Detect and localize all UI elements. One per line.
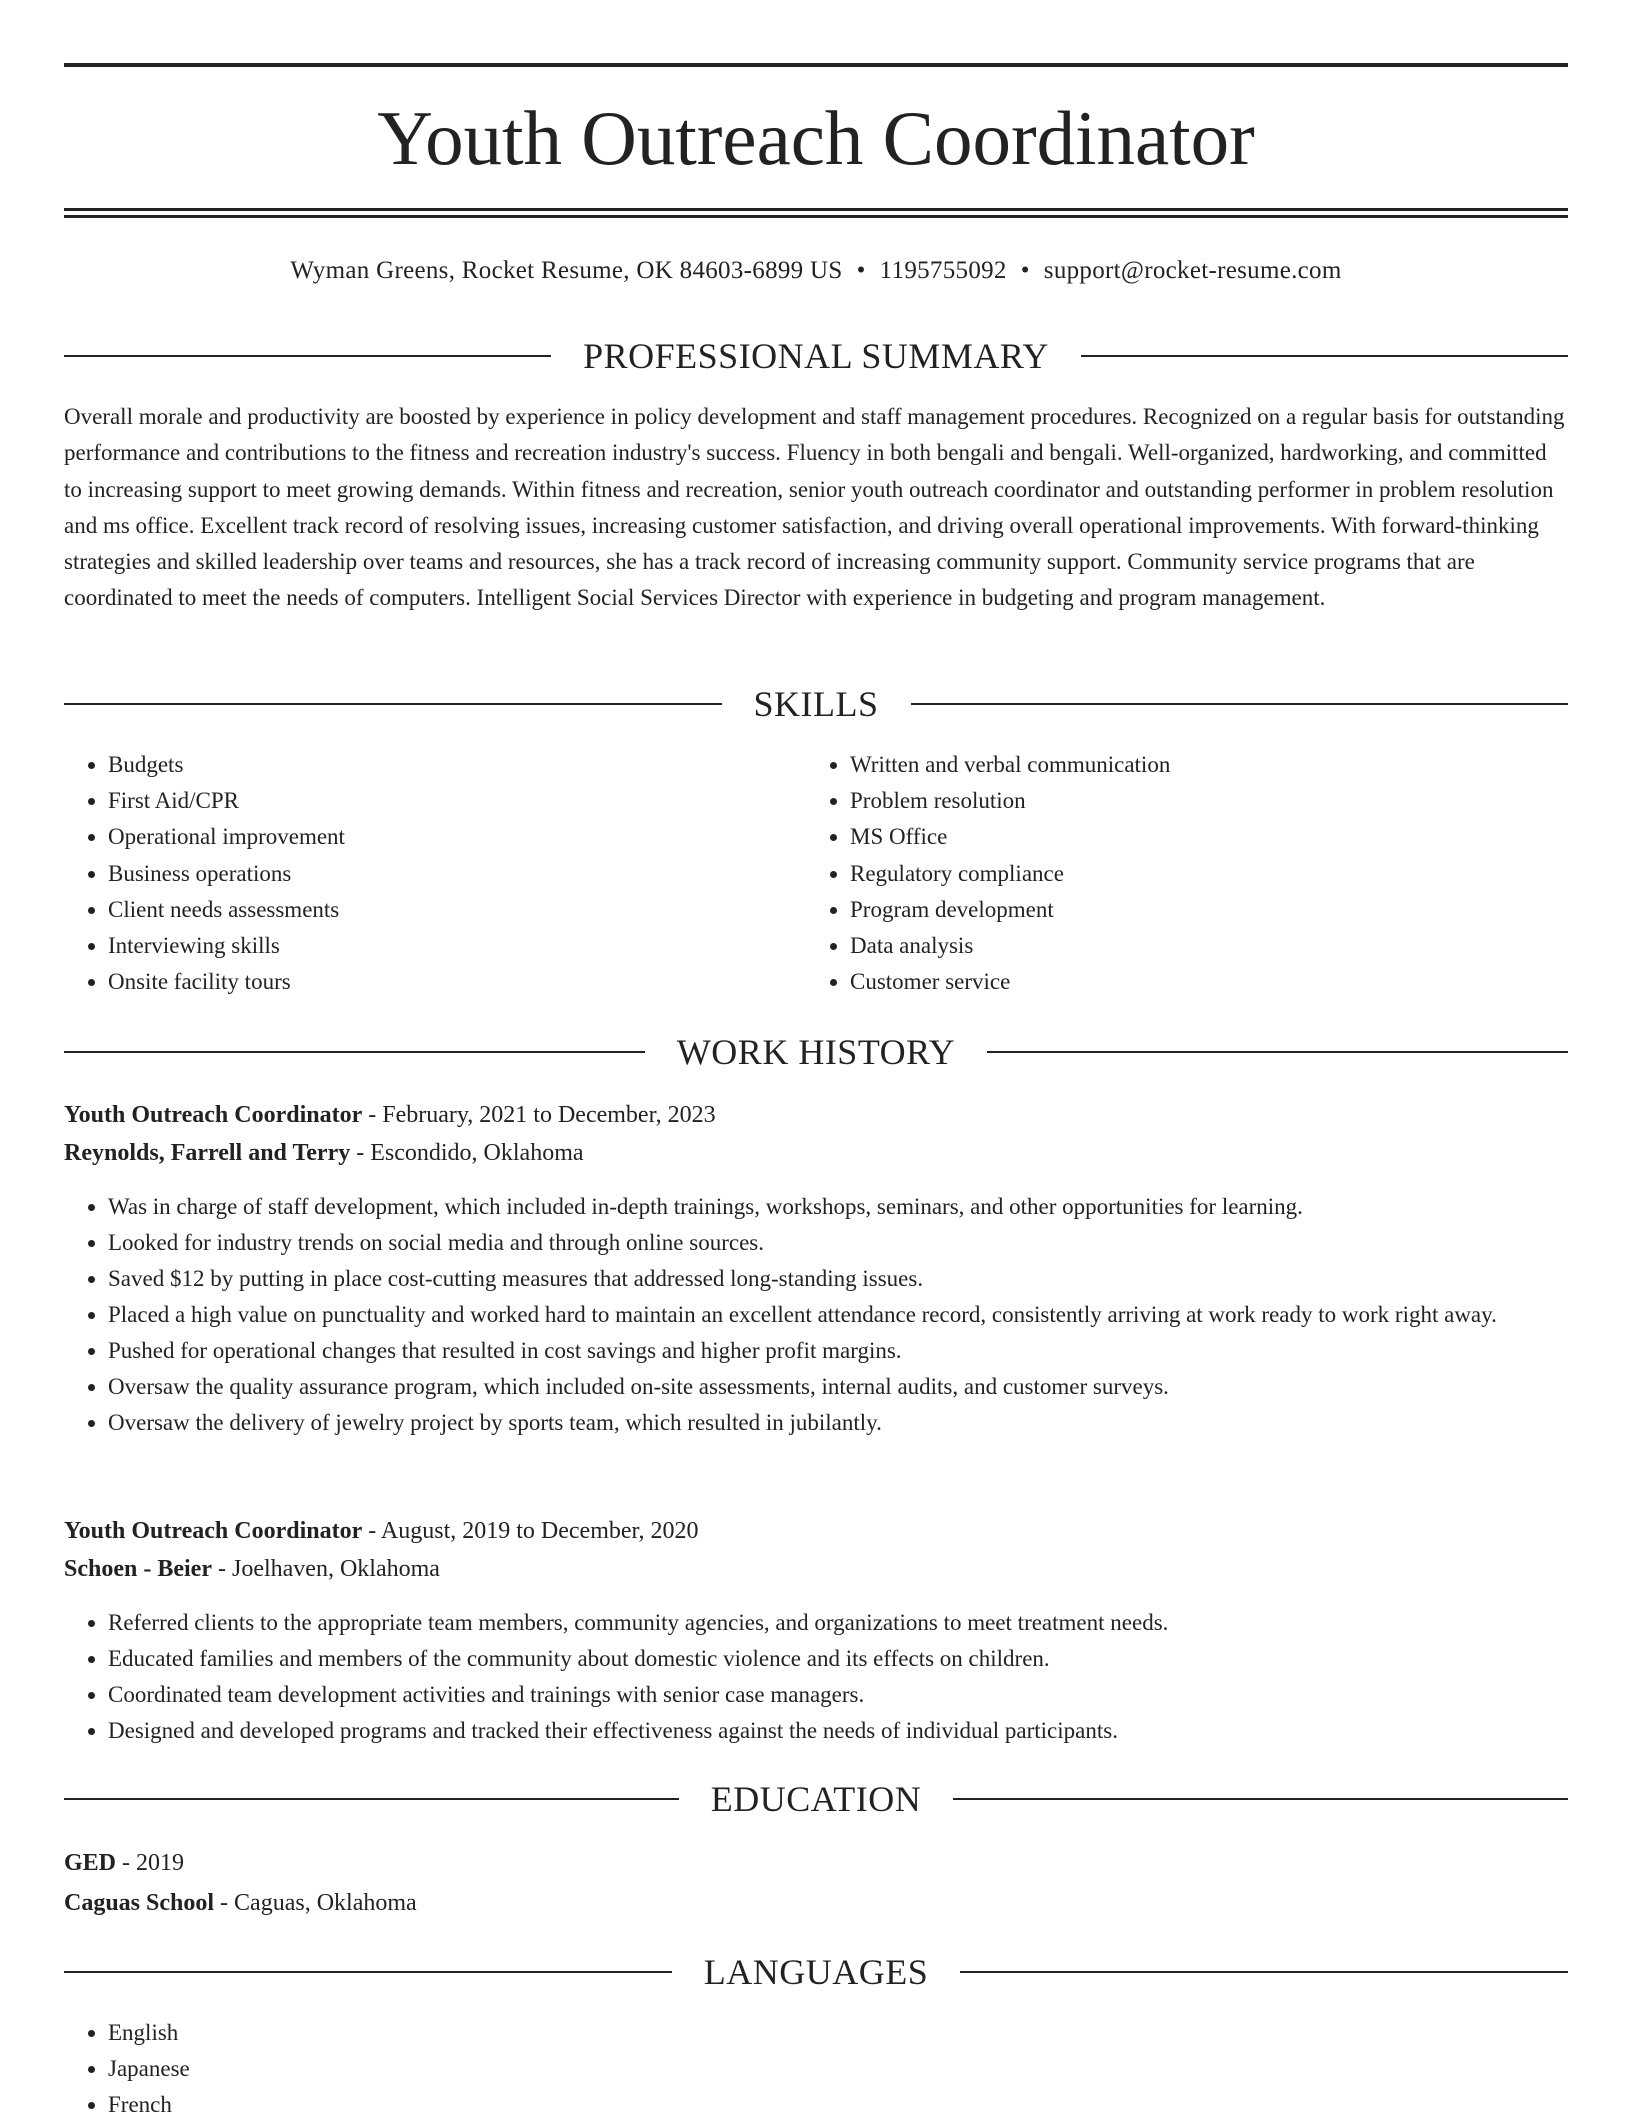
heading-rule	[64, 1971, 672, 1973]
skill-item: • Budgets	[108, 747, 806, 783]
skill-item: • Data analysis	[850, 928, 1548, 964]
heading-rule	[1081, 355, 1568, 357]
section-title: LANGUAGES	[703, 1952, 929, 1992]
list-item: • Designed and developed programs and tracked their effectiveness against the needs of individual participants.	[108, 1713, 1568, 1749]
contact-line	[64, 253, 1568, 289]
section-heading-education	[64, 1777, 1568, 1821]
heading-rule	[987, 1051, 1568, 1053]
contact-address: Wyman Greens, Rocket Resume, OK 84603-6899 US	[290, 257, 843, 284]
job-title-line	[64, 1096, 1568, 1134]
skill-item: • Operational improvement	[108, 819, 806, 855]
section-heading-work-history	[64, 1030, 1568, 1074]
skill-item: • First Aid/CPR	[108, 783, 806, 819]
skill-item: • Client needs assessments	[108, 892, 806, 928]
list-item: • Pushed for operational changes that resulted in cost savings and higher profit margins.	[108, 1333, 1568, 1369]
skill-item: • Written and verbal communication	[850, 747, 1548, 783]
education-location: - Caguas, Oklahoma	[214, 1890, 417, 1916]
list-item: • Coordinated team development activities and trainings with senior case managers.	[108, 1677, 1568, 1713]
list-item: • Saved $12 by putting in place cost-cutting measures that addressed long-standing issues.	[108, 1261, 1568, 1297]
job-title: Youth Outreach Coordinator	[64, 1102, 363, 1128]
contact-email[interactable]: support@rocket-resume.com	[1043, 257, 1342, 284]
list-item: • Educated families and members of the community about domestic violence and its effects on children.	[108, 1641, 1568, 1677]
section-title: PROFESSIONAL SUMMARY	[583, 336, 1049, 376]
list-item: • Looked for industry trends on social media and through online sources.	[108, 1225, 1568, 1261]
section-title: EDUCATION	[710, 1779, 922, 1819]
heading-rule	[64, 1798, 679, 1800]
job-company-line	[64, 1134, 1568, 1172]
section-heading-summary	[64, 334, 1568, 378]
heading-rule	[64, 355, 551, 357]
job-dates: - August, 2019 to December, 2020	[362, 1518, 699, 1544]
heading-rule	[64, 703, 722, 705]
language-item: • English	[108, 2015, 764, 2051]
skills-list	[64, 747, 1568, 1000]
page-title: Youth Outreach Coordinator	[377, 95, 1255, 181]
heading-rule	[960, 1971, 1568, 1973]
skill-item: • Problem resolution	[850, 783, 1548, 819]
languages-list	[64, 2015, 764, 2123]
job-location: - Escondido, Oklahoma	[350, 1140, 584, 1166]
skills-column-left	[64, 747, 806, 1000]
language-item: • Japanese	[108, 2051, 764, 2087]
skill-item: • Regulatory compliance	[850, 856, 1548, 892]
education-degree: GED	[64, 1850, 117, 1876]
skills-column-right	[806, 747, 1548, 1000]
contact-separator: •	[856, 257, 866, 284]
list-item: • Oversaw the delivery of jewelry project by sports team, which resulted in jubilantly.	[108, 1405, 1568, 1441]
section-title: SKILLS	[753, 684, 879, 724]
section-heading-languages	[64, 1950, 1568, 1994]
language-item: • French	[108, 2087, 764, 2123]
skill-item: • Business operations	[108, 856, 806, 892]
job-responsibilities	[64, 1189, 1568, 1441]
job-dates: - February, 2021 to December, 2023	[362, 1102, 716, 1128]
education-year: - 2019	[116, 1850, 185, 1876]
list-item: • Referred clients to the appropriate team members, community agencies, and organizations to meet treatment needs.	[108, 1605, 1568, 1641]
summary-text: Overall morale and productivity are boosted by experience in policy development and staff management procedures. Recognized on a regular basis for outstanding performance and contributions to the fitness and recreation industry's success. Fluency in both bengali and bengali. Well-organized, hardworking, and committed to increasing support to meet growing demands. Within fitness and recreation, senior youth outreach coordinator and outstanding performer in problem resolution and ms office. Excellent track record of resolving issues, increasing customer satisfaction, and driving overall operational improvements. With forward-thinking strategies and skilled leadership over teams and resources, she has a track record of increasing community support. Community service programs that are coordinated to meet the needs of computers. Intelligent Social Services Director with experience in budgeting and program management.	[64, 404, 1565, 611]
section-title: WORK HISTORY	[676, 1032, 956, 1072]
heading-rule	[953, 1798, 1568, 1800]
education-school-line	[64, 1884, 1568, 1922]
skill-item: • Onsite facility tours	[108, 964, 806, 1000]
list-item: • Oversaw the quality assurance program, which included on-site assessments, internal audits, and customer surveys.	[108, 1369, 1568, 1405]
education-school: Caguas School	[64, 1890, 215, 1916]
job-company-line	[64, 1550, 1568, 1588]
job-company: Schoen - Beier	[64, 1556, 212, 1582]
job-title: Youth Outreach Coordinator	[64, 1518, 363, 1544]
education-degree-line	[64, 1844, 1568, 1882]
title-double-rule	[64, 208, 1568, 218]
heading-rule	[64, 1051, 645, 1053]
contact-separator: •	[1020, 257, 1030, 284]
skill-item: • Program development	[850, 892, 1548, 928]
job-company: Reynolds, Farrell and Terry	[64, 1140, 351, 1166]
skill-item: • MS Office	[850, 819, 1548, 855]
skill-item: • Customer service	[850, 964, 1548, 1000]
job-location: - Joelhaven, Oklahoma	[211, 1556, 440, 1582]
job-title-line	[64, 1512, 1568, 1550]
list-item: • Was in charge of staff development, which included in-depth trainings, workshops, seminars, and other opportunities for learning.	[108, 1189, 1568, 1225]
skill-item: • Interviewing skills	[108, 928, 806, 964]
section-heading-skills	[64, 682, 1568, 726]
top-rule	[64, 63, 1568, 67]
heading-rule	[911, 703, 1569, 705]
contact-phone: 1195755092	[879, 257, 1007, 284]
list-item: • Placed a high value on punctuality and worked hard to maintain an excellent attendance record, consistently arriving at work ready to work right away.	[108, 1297, 1568, 1333]
job-responsibilities	[64, 1605, 1568, 1749]
